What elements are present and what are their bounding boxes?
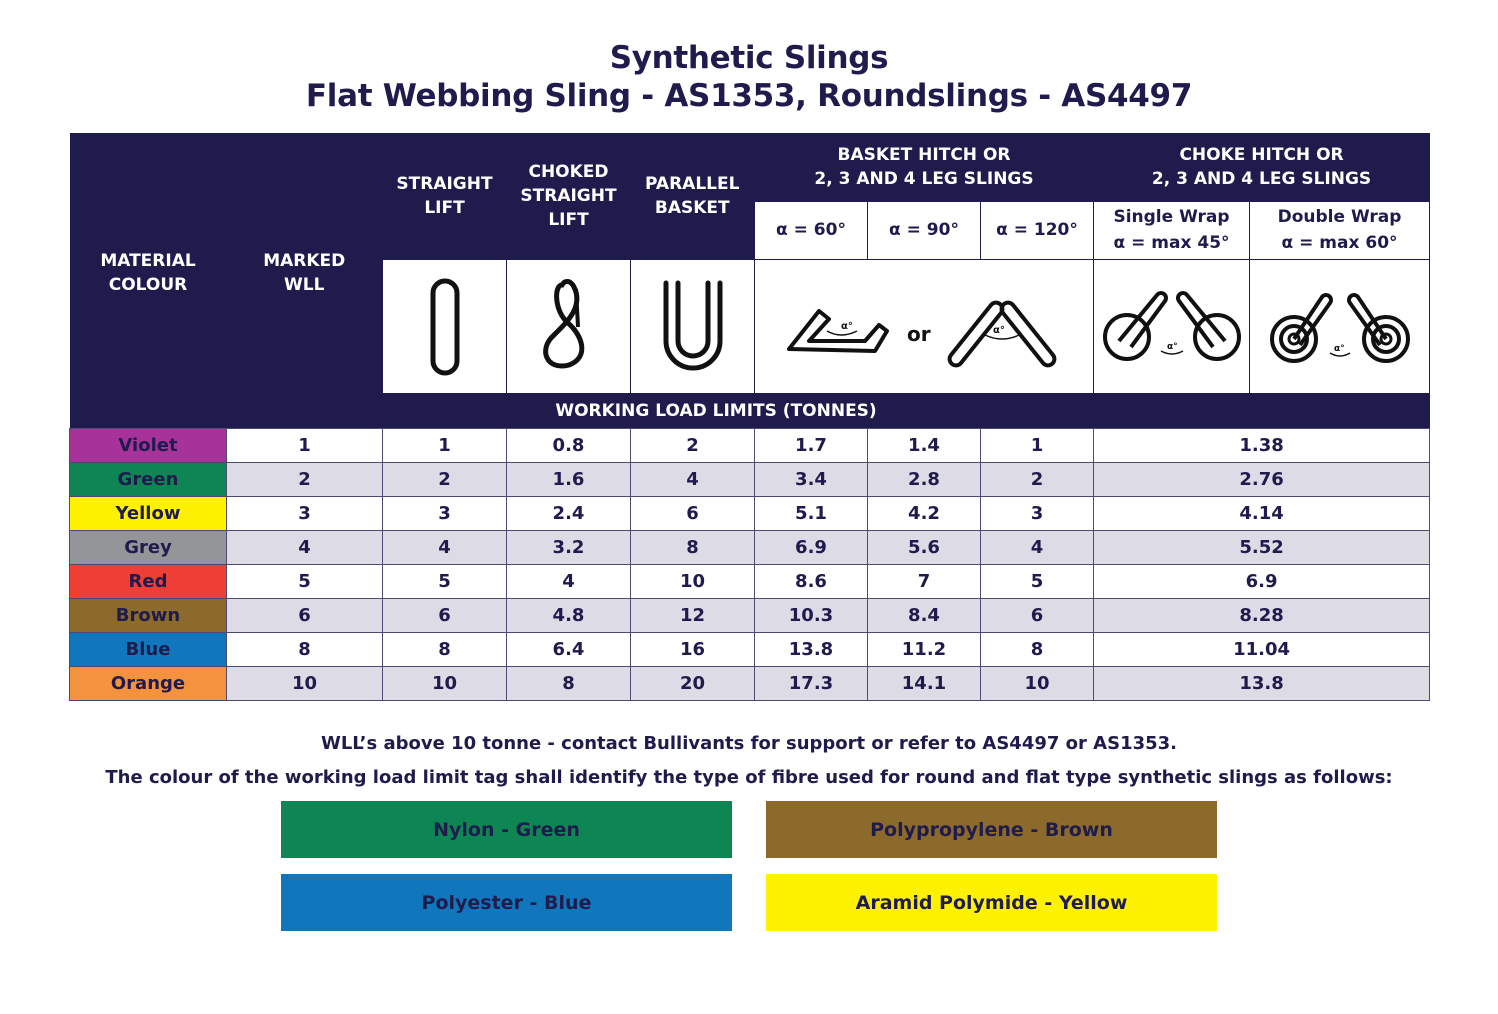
parallel-basket-pic (631, 259, 755, 393)
parallel-cell: 8 (631, 530, 755, 564)
parallel-cell: 2 (631, 428, 755, 462)
single-wrap-pic (1094, 259, 1250, 393)
a90-cell: 11.2 (868, 632, 981, 666)
straight-cell: 5 (383, 564, 507, 598)
choked-lift-pic (507, 259, 631, 393)
header-single-wrap: Single Wrap α = max 45° (1094, 201, 1250, 259)
material-colour-cell: Orange (70, 666, 227, 700)
parallel-basket-sling-icon (648, 271, 738, 381)
choke-hitch-cell: 1.38 (1094, 428, 1430, 462)
choked-cell: 4.8 (507, 598, 631, 632)
table-row (70, 666, 1430, 700)
table-row (70, 530, 1430, 564)
page-title: Synthetic Slings (609, 40, 889, 76)
a60-cell: 3.4 (755, 462, 868, 496)
fibre-polypropylene: Polypropylene - Brown (766, 801, 1217, 858)
fibre-aramid: Aramid Polymide - Yellow (766, 874, 1217, 931)
straight-cell: 6 (383, 598, 507, 632)
single-wrap-choke-icon (1097, 271, 1247, 381)
material-colour-cell: Blue (70, 632, 227, 666)
header-straight-lift: STRAIGHT LIFT (383, 133, 507, 259)
wll-cell: 10 (227, 666, 383, 700)
a90-cell: 14.1 (868, 666, 981, 700)
a120-cell: 6 (981, 598, 1094, 632)
straight-lift-pic (383, 259, 507, 393)
a60-cell: 13.8 (755, 632, 868, 666)
material-colour-cell: Red (70, 564, 227, 598)
choked-cell: 3.2 (507, 530, 631, 564)
or-label: or (907, 322, 931, 346)
page-subtitle: Flat Webbing Sling - AS1353, Roundslings - AS4497 (305, 78, 1193, 114)
alpha-mark-3: α° (1166, 342, 1178, 352)
double-wrap-pic (1250, 259, 1430, 393)
note-tag-colour: The colour of the working load limit tag shall identify the type of fibre used for round and flat type synthetic slings as follows: (105, 767, 1393, 788)
table-row (70, 564, 1430, 598)
table-row (70, 462, 1430, 496)
a60-cell: 8.6 (755, 564, 868, 598)
wll-table (69, 133, 1430, 701)
working-load-limits-header: WORKING LOAD LIMITS (TONNES) (383, 393, 1430, 428)
table-row (70, 598, 1430, 632)
note-above-10-tonne: WLL’s above 10 tonne - contact Bullivants for support or refer to AS4497 or AS1353. (320, 733, 1178, 754)
wll-cell: 4 (227, 530, 383, 564)
a90-cell: 5.6 (868, 530, 981, 564)
choked-cell: 6.4 (507, 632, 631, 666)
parallel-cell: 16 (631, 632, 755, 666)
a120-cell: 3 (981, 496, 1094, 530)
header-alpha-60: α = 60° (755, 201, 868, 259)
choke-hitch-cell: 8.28 (1094, 598, 1430, 632)
a120-cell: 2 (981, 462, 1094, 496)
alpha-mark-2: α° (993, 325, 1005, 336)
material-colour-cell: Yellow (70, 496, 227, 530)
table-row (70, 496, 1430, 530)
wll-cell: 1 (227, 428, 383, 462)
header-material-colour: MATERIAL COLOUR (70, 133, 227, 393)
straight-cell: 8 (383, 632, 507, 666)
choke-hitch-cell: 2.76 (1094, 462, 1430, 496)
material-colour-cell: Green (70, 462, 227, 496)
choked-cell: 8 (507, 666, 631, 700)
alpha-mark-4: α° (1333, 344, 1345, 354)
material-colour-cell: Violet (70, 428, 227, 462)
parallel-cell: 4 (631, 462, 755, 496)
wll-cell: 8 (227, 632, 383, 666)
header-basket-hitch: BASKET HITCH OR 2, 3 AND 4 LEG SLINGS (755, 133, 1094, 201)
choke-hitch-cell: 11.04 (1094, 632, 1430, 666)
wll-cell: 2 (227, 462, 383, 496)
a60-cell: 17.3 (755, 666, 868, 700)
straight-cell: 10 (383, 666, 507, 700)
choke-hitch-cell: 4.14 (1094, 496, 1430, 530)
choked-cell: 1.6 (507, 462, 631, 496)
a120-cell: 10 (981, 666, 1094, 700)
wll-cell: 3 (227, 496, 383, 530)
material-colour-cell: Brown (70, 598, 227, 632)
material-colour-cell: Grey (70, 530, 227, 564)
parallel-cell: 6 (631, 496, 755, 530)
choked-cell: 0.8 (507, 428, 631, 462)
table-row (70, 632, 1430, 666)
choke-hitch-cell: 13.8 (1094, 666, 1430, 700)
fibre-nylon: Nylon - Green (281, 801, 732, 858)
a60-cell: 1.7 (755, 428, 868, 462)
header-double-wrap: Double Wrap α = max 60° (1250, 201, 1430, 259)
straight-cell: 3 (383, 496, 507, 530)
wll-cell: 6 (227, 598, 383, 632)
a90-cell: 1.4 (868, 428, 981, 462)
header-choke-hitch: CHOKE HITCH OR 2, 3 AND 4 LEG SLINGS (1094, 133, 1430, 201)
straight-lift-sling-icon (415, 271, 475, 381)
double-wrap-choke-icon (1260, 271, 1420, 381)
basket-hitch-pic (755, 259, 1094, 393)
a60-cell: 10.3 (755, 598, 868, 632)
a60-cell: 6.9 (755, 530, 868, 564)
a120-cell: 8 (981, 632, 1094, 666)
straight-cell: 4 (383, 530, 507, 564)
table-row (70, 428, 1430, 462)
a120-cell: 1 (981, 428, 1094, 462)
straight-cell: 1 (383, 428, 507, 462)
choked-cell: 2.4 (507, 496, 631, 530)
fibre-polyester: Polyester - Blue (281, 874, 732, 931)
header-parallel-basket: PARALLEL BASKET (631, 133, 755, 259)
choke-hitch-cell: 5.52 (1094, 530, 1430, 564)
alpha-mark-1: α° (841, 321, 853, 332)
choked-cell: 4 (507, 564, 631, 598)
choke-hitch-cell: 6.9 (1094, 564, 1430, 598)
parallel-cell: 20 (631, 666, 755, 700)
header-alpha-90: α = 90° (868, 201, 981, 259)
a90-cell: 8.4 (868, 598, 981, 632)
header-marked-wll: MARKED WLL (227, 133, 383, 393)
a90-cell: 4.2 (868, 496, 981, 530)
parallel-cell: 12 (631, 598, 755, 632)
a120-cell: 5 (981, 564, 1094, 598)
wll-cell: 5 (227, 564, 383, 598)
header-alpha-120: α = 120° (981, 201, 1094, 259)
a120-cell: 4 (981, 530, 1094, 564)
a90-cell: 7 (868, 564, 981, 598)
choked-lift-sling-icon (524, 271, 614, 381)
header-choked-straight-lift: CHOKED STRAIGHT LIFT (507, 133, 631, 259)
basket-hitch-sling-icon (779, 271, 1069, 381)
straight-cell: 2 (383, 462, 507, 496)
a60-cell: 5.1 (755, 496, 868, 530)
parallel-cell: 10 (631, 564, 755, 598)
a90-cell: 2.8 (868, 462, 981, 496)
